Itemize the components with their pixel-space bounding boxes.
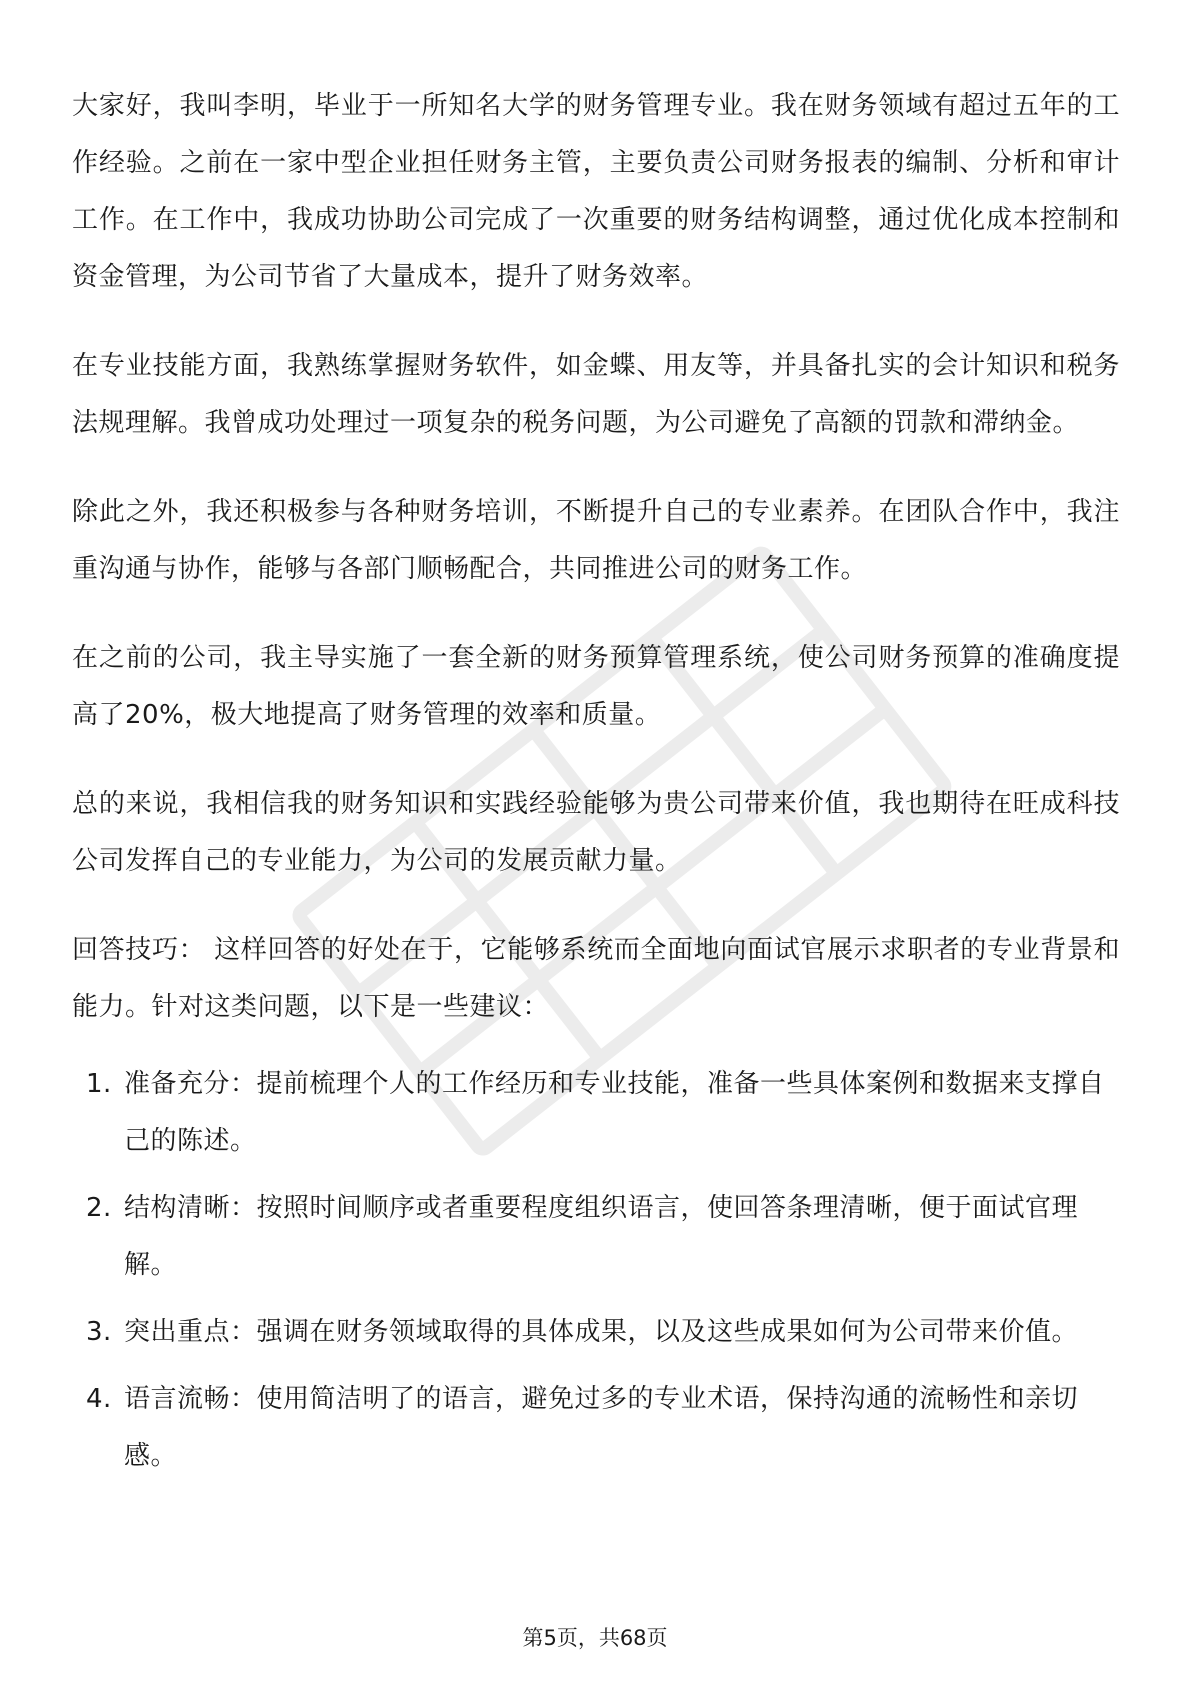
list-text: 准备充分：提前梳理个人的工作经历和专业技能，准备一些具体案例和数据来支撑自己的陈述。 bbox=[124, 1069, 1105, 1156]
paragraph-training: 除此之外，我还积极参与各种财务培训，不断提升自己的专业素养。在团队合作中，我注重沟通与协作，能够与各部门顺畅配合，共同推进公司的财务工作。 bbox=[72, 497, 1120, 584]
list-number: 4. bbox=[86, 1384, 112, 1414]
list-number: 2. bbox=[86, 1193, 112, 1223]
tips-list bbox=[72, 1056, 1120, 1485]
paragraph-achievement: 在之前的公司，我主导实施了一套全新的财务预算管理系统，使公司财务预算的准确度提高了20%，极大地提高了财务管理的效率和质量。 bbox=[72, 643, 1120, 730]
page-footer: 第5页，共68页 bbox=[522, 1626, 668, 1650]
paragraph-intro: 大家好，我叫李明，毕业于一所知名大学的财务管理专业。我在财务领域有超过五年的工作经验。之前在一家中型企业担任财务主管，主要负责公司财务报表的编制、分析和审计工作。在工作中，我成功协助公司完成了一次重要的财务结构调整，通过优化成本控制和资金管理，为公司节省了大量成本，提升了财务效率。 bbox=[72, 91, 1120, 292]
list-item bbox=[72, 1371, 1120, 1485]
document-body bbox=[72, 78, 1120, 1495]
list-text: 结构清晰：按照时间顺序或者重要程度组织语言，使回答条理清晰，便于面试官理解。 bbox=[124, 1193, 1079, 1280]
list-item bbox=[72, 1304, 1120, 1361]
paragraph-answer-tips: 回答技巧： 这样回答的好处在于，它能够系统而全面地向面试官展示求职者的专业背景和能力。针对这类问题，以下是一些建议： bbox=[72, 935, 1120, 1022]
list-text: 突出重点：强调在财务领域取得的具体成果，以及这些成果如何为公司带来价值。 bbox=[124, 1317, 1079, 1347]
list-item bbox=[72, 1056, 1120, 1170]
paragraph-skills: 在专业技能方面，我熟练掌握财务软件，如金蝶、用友等，并具备扎实的会计知识和税务法规理解。我曾成功处理过一项复杂的税务问题，为公司避免了高额的罚款和滞纳金。 bbox=[72, 351, 1120, 438]
list-number: 3. bbox=[86, 1317, 112, 1347]
list-text: 语言流畅：使用简洁明了的语言，避免过多的专业术语，保持沟通的流畅性和亲切感。 bbox=[124, 1384, 1079, 1471]
list-item bbox=[72, 1180, 1120, 1294]
paragraph-conclusion: 总的来说，我相信我的财务知识和实践经验能够为贵公司带来价值，我也期待在旺成科技公司发挥自己的专业能力，为公司的发展贡献力量。 bbox=[72, 789, 1120, 876]
list-number: 1. bbox=[86, 1069, 112, 1099]
